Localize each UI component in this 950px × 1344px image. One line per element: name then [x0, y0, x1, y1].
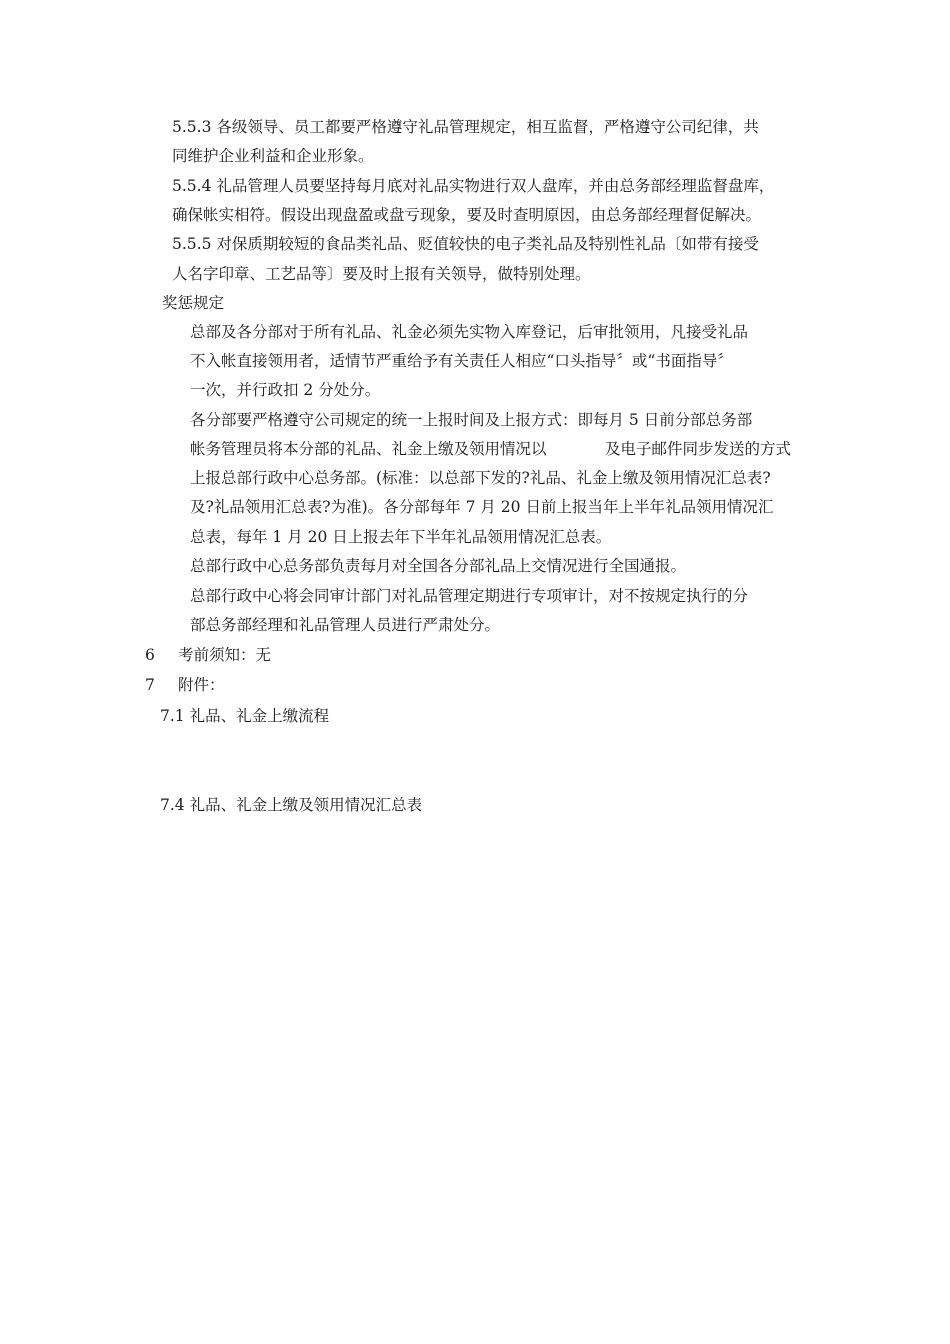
rewards-p1-line-3: 一次，并行政扣 2 分处分。: [190, 381, 381, 399]
rewards-p2-line-1: 各分部要严格遵守公司规定的统一上报时间及上报方式：即每月 5 日前分部总务部: [190, 411, 753, 429]
rewards-p4-line-2: 部总务部经理和礼品管理人员进行严肃处分。: [190, 616, 501, 634]
section-6-number: 6: [145, 646, 155, 664]
rewards-p2-line-4: 及?礼品领用汇总表?为准)。各分部每年 7 月 20 日前上报当年上半年礼品领用情况汇: [190, 498, 774, 516]
rewards-p1-line-1: 总部及各分部对于所有礼品、礼金必须先实物入库登记，后审批领用，凡接受礼品: [190, 323, 749, 341]
rewards-p2-line-5: 总表，每年 1 月 20 日上报去年下半年礼品领用情况汇总表。: [190, 528, 612, 546]
s554-line-1: 5.5.4 礼品管理人员要坚持每月底对礼品实物进行双人盘库，并由总务部经理监督盘库，: [172, 177, 775, 195]
s555-line-2: 人名字印章、工艺品等〕要及时上报有关领导，做特别处理。: [172, 265, 591, 283]
rewards-p2-line-3: 上报总部行政中心总务部。(标准：以总部下发的?礼品、礼金上缴及领用情况汇总表?: [190, 469, 771, 487]
s553-line-2: 同维护企业利益和企业形象。: [172, 147, 374, 165]
section-6: [145, 645, 271, 665]
section-6-text: 考前须知：无: [177, 646, 271, 664]
section-7: [145, 675, 224, 695]
attachment-7-4: 7.4 礼品、礼金上缴及领用情况汇总表: [160, 796, 423, 814]
section-7-text: 附件：: [177, 676, 225, 694]
s553-line-1: 5.5.3 各级领导、员工都要严格遵守礼品管理规定，相互监督，严格遵守公司纪律，共: [172, 118, 759, 136]
rewards-p2-line-2b: 及电子邮件同步发送的方式: [605, 440, 792, 458]
s555-line-1: 5.5.5 对保质期较短的食品类礼品、贬值较快的电子类礼品及特别性礼品〔如带有接受: [172, 235, 759, 253]
rewards-p3: 总部行政中心总务部负责每月对全国各分部礼品上交情况进行全国通报。: [190, 557, 687, 575]
s554-line-2: 确保帐实相符。假设出现盘盈或盘亏现象，要及时查明原因，由总务部经理督促解决。: [172, 206, 762, 224]
rewards-p2-line-2a: 帐务管理员将本分部的礼品、礼金上缴及领用情况以: [190, 440, 547, 458]
attachment-7-1: 7.1 礼品、礼金上缴流程: [160, 707, 330, 725]
section-7-number: 7: [145, 676, 155, 694]
rewards-heading: 奖惩规定: [162, 294, 225, 312]
rewards-p1-line-2: 不入帐直接领用者，适情节严重给予有关责任人相应“口头指导〞或“书面指导〞: [190, 352, 733, 370]
rewards-p4-line-1: 总部行政中心将会同审计部门对礼品管理定期进行专项审计，对不按规定执行的分: [190, 587, 749, 605]
